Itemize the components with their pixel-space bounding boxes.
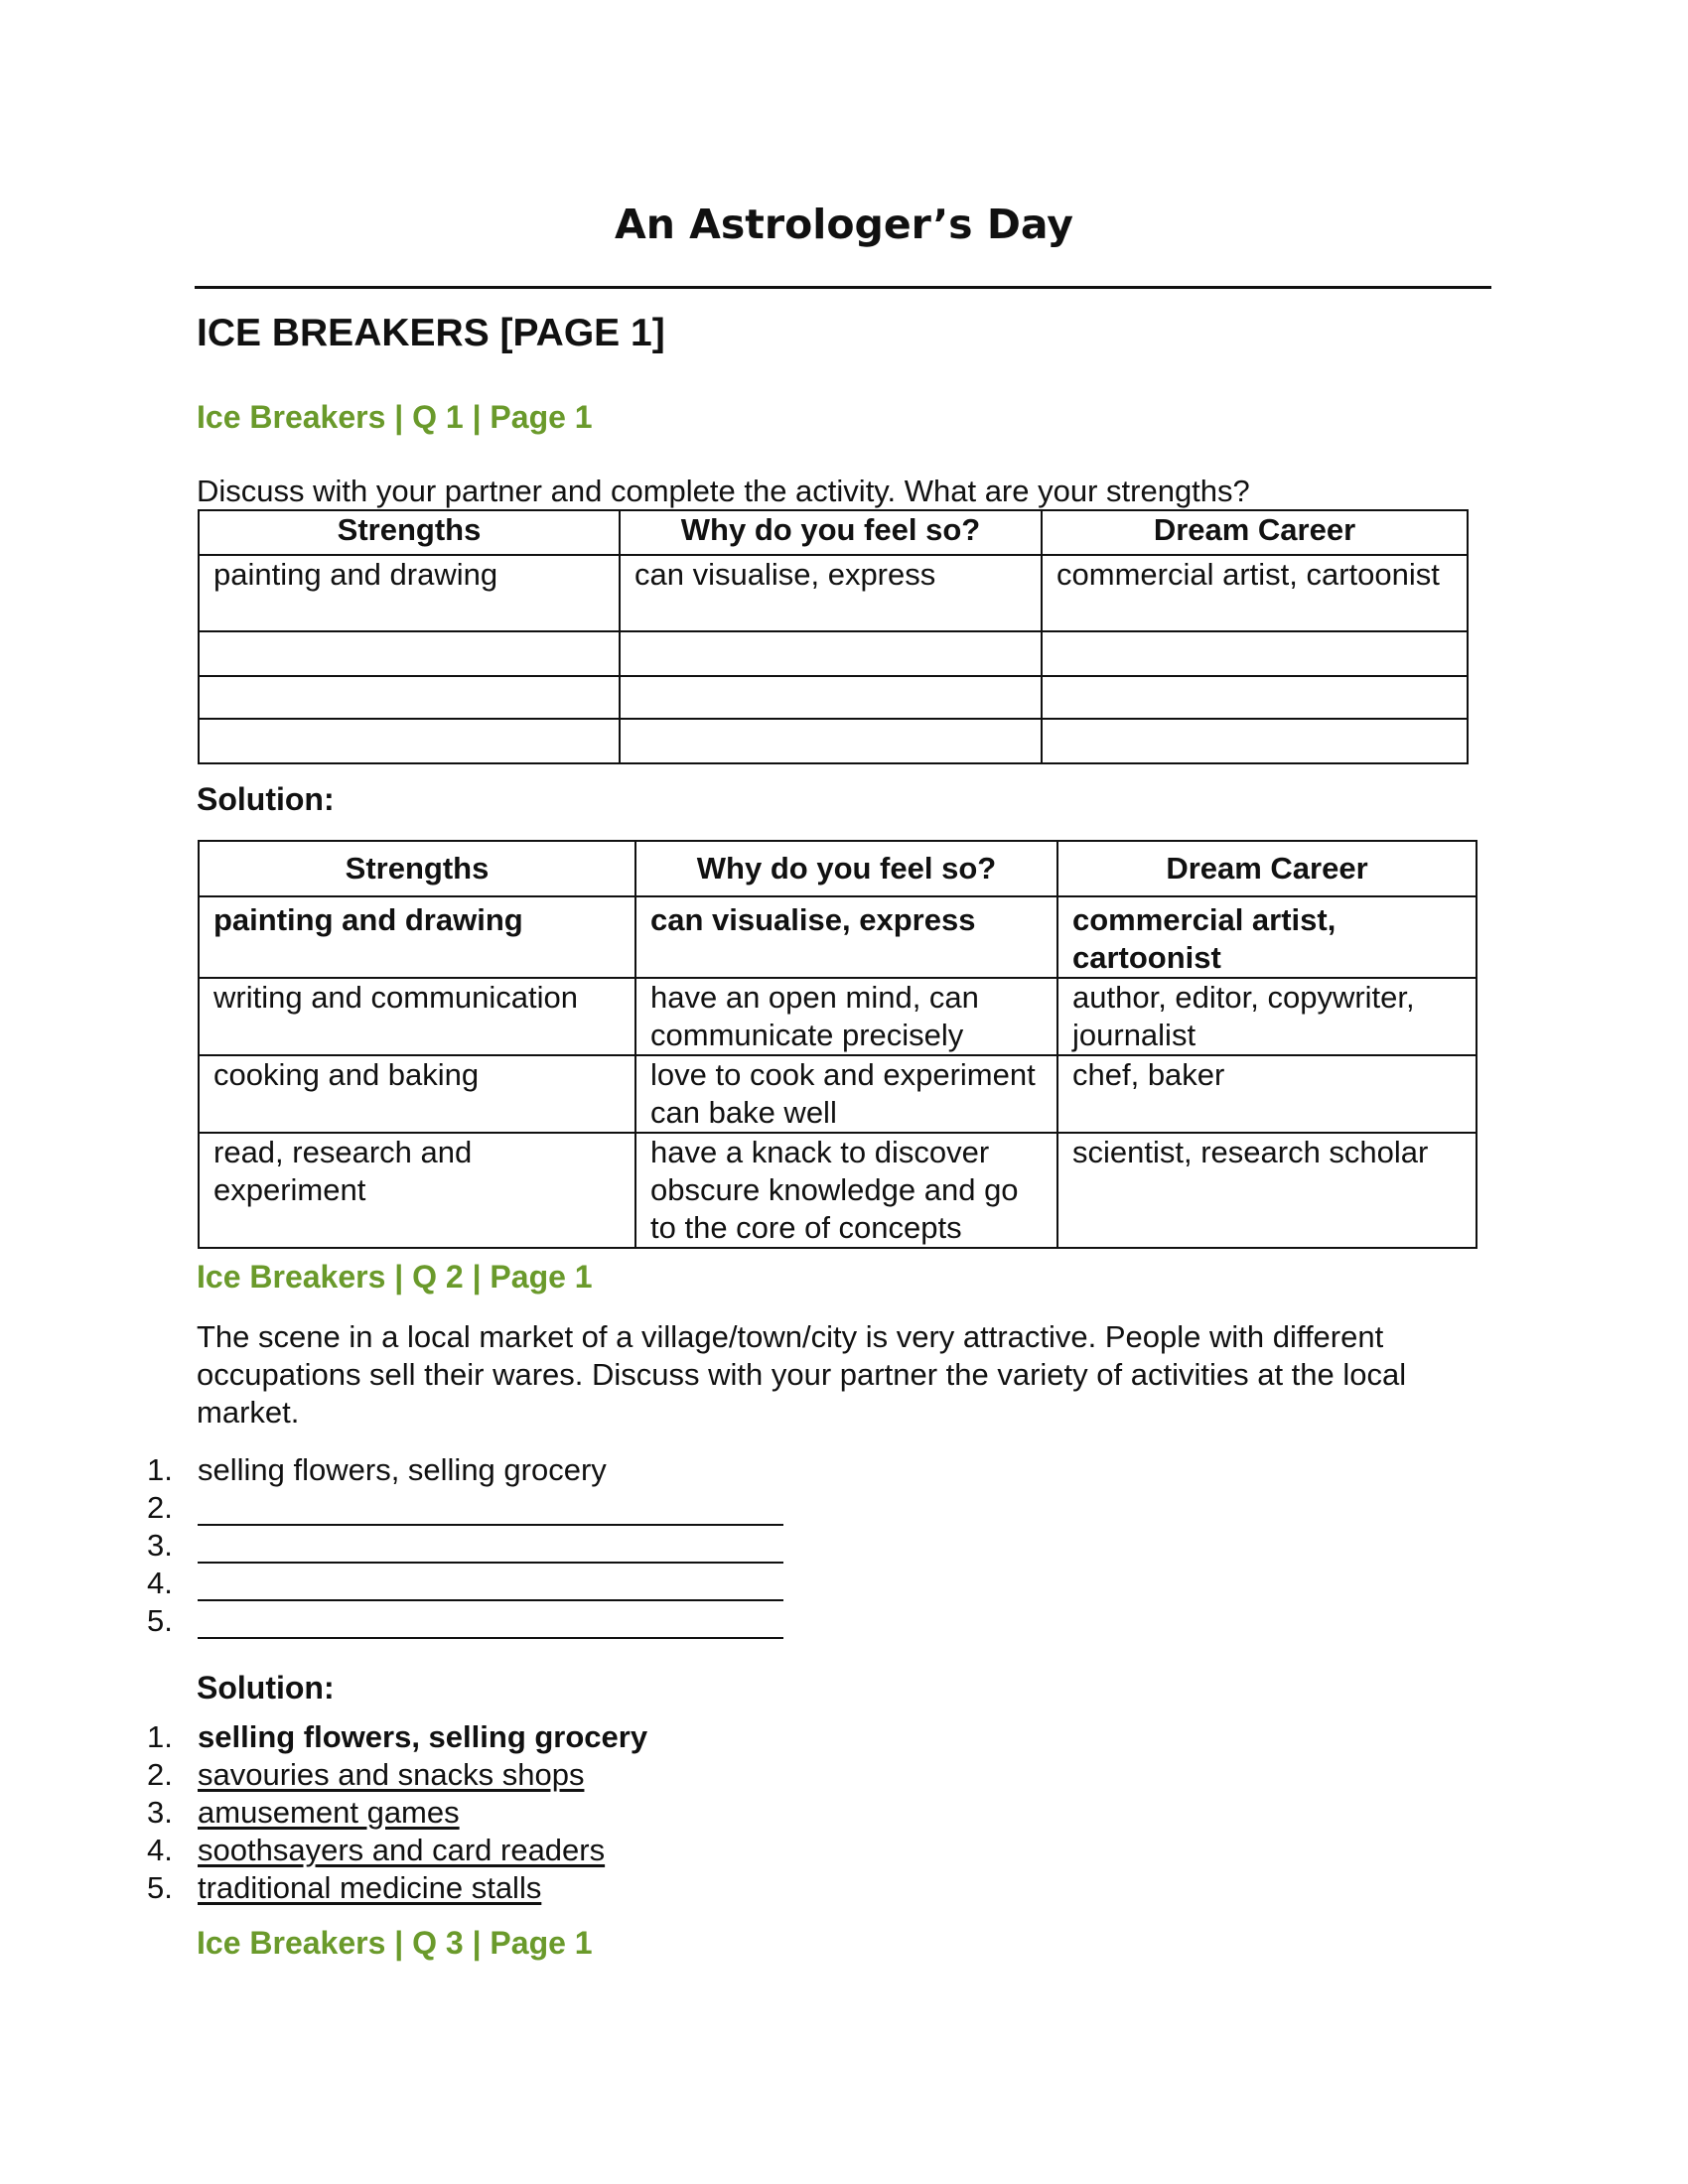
table-row [199,896,1477,978]
table-row [199,978,1477,1055]
table-cell[interactable] [1042,631,1468,676]
title-divider [195,286,1491,289]
q2-solution-list [147,1718,1041,1907]
list-item [147,1527,1041,1565]
table-cell: love to cook and experiment can bake well [635,1055,1057,1133]
table-cell: commercial artist, cartoonist [1042,555,1468,631]
table-row [199,676,1468,719]
list-text: savouries and snacks shops [198,1757,585,1792]
header-dream-career: Dream Career [1042,510,1468,555]
table-cell[interactable] [199,676,620,719]
list-item [147,1451,1041,1489]
header-strengths: Strengths [199,510,620,555]
table-cell[interactable] [620,676,1042,719]
list-text: soothsayers and card readers [198,1833,606,1867]
list-item [147,1489,1041,1527]
table-cell: read, research and experiment [199,1133,635,1248]
table-cell: commercial artist, cartoonist [1057,896,1477,978]
table-row [199,719,1468,763]
answer-blank-line[interactable] [198,1599,783,1601]
table-cell: chef, baker [1057,1055,1477,1133]
table-cell[interactable] [620,719,1042,763]
table-cell: scientist, research scholar [1057,1133,1477,1248]
list-item [147,1718,1041,1756]
list-number: 3. [147,1528,173,1563]
list-item [147,1565,1041,1602]
list-number: 2. [147,1757,173,1792]
q2-prompt: The scene in a local market of a village/town/city is very attractive. People with different occupations sell their wares. Discuss with your partner the variety of activities at the local market. [197,1319,1407,1430]
q1-activity-table [198,509,1469,764]
table-row [199,555,1468,631]
list-text: selling flowers, selling grocery [198,1719,648,1754]
answer-blank-line[interactable] [198,1524,783,1526]
table-cell: painting and drawing [199,555,620,631]
table-header-row [199,510,1468,555]
table-cell: writing and communication [199,978,635,1055]
q2-heading: Ice Breakers | Q 2 | Page 1 [197,1259,593,1295]
table-cell[interactable] [199,719,620,763]
list-number: 4. [147,1833,173,1867]
q1-solution-label: Solution: [197,781,335,817]
answer-blank-line[interactable] [198,1637,783,1639]
table-cell[interactable] [199,631,620,676]
document-title: An Astrologer’s Day [614,201,1074,248]
header-dream-career: Dream Career [1057,841,1477,896]
table-cell[interactable] [620,631,1042,676]
list-number: 2. [147,1490,173,1525]
list-text: amusement games [198,1795,460,1830]
header-why: Why do you feel so? [635,841,1057,896]
list-number: 5. [147,1603,173,1638]
list-number: 4. [147,1566,173,1600]
q1-heading: Ice Breakers | Q 1 | Page 1 [197,399,593,435]
table-row [199,1133,1477,1248]
table-cell: cooking and baking [199,1055,635,1133]
table-cell[interactable] [1042,719,1468,763]
header-why: Why do you feel so? [620,510,1042,555]
list-text: selling flowers, selling grocery [198,1452,607,1487]
list-number: 3. [147,1795,173,1830]
table-header-row [199,841,1477,896]
q3-heading: Ice Breakers | Q 3 | Page 1 [197,1925,593,1961]
list-item [147,1832,1041,1869]
table-cell: can visualise, express [620,555,1042,631]
list-item [147,1756,1041,1794]
list-item [147,1602,1041,1640]
q1-instruction: Discuss with your partner and complete the activity. What are your strengths? [197,474,1250,508]
table-cell: have an open mind, can communicate precisely [635,978,1057,1055]
q2-activity-list [147,1451,1041,1640]
table-row [199,1055,1477,1133]
table-cell: author, editor, copywriter, journalist [1057,978,1477,1055]
list-item [147,1869,1041,1907]
q2-solution-label: Solution: [197,1670,335,1706]
table-cell: have a knack to discover obscure knowledge and go to the core of concepts [635,1133,1057,1248]
table-cell: painting and drawing [199,896,635,978]
section-heading: ICE BREAKERS [PAGE 1] [197,312,665,354]
list-number: 1. [147,1719,173,1754]
q1-solution-table [198,840,1477,1249]
header-strengths: Strengths [199,841,635,896]
table-cell[interactable] [1042,676,1468,719]
answer-blank-line[interactable] [198,1562,783,1564]
table-row [199,631,1468,676]
list-number: 5. [147,1870,173,1905]
list-item [147,1794,1041,1832]
table-cell: can visualise, express [635,896,1057,978]
list-text: traditional medicine stalls [198,1870,542,1905]
list-number: 1. [147,1452,173,1487]
